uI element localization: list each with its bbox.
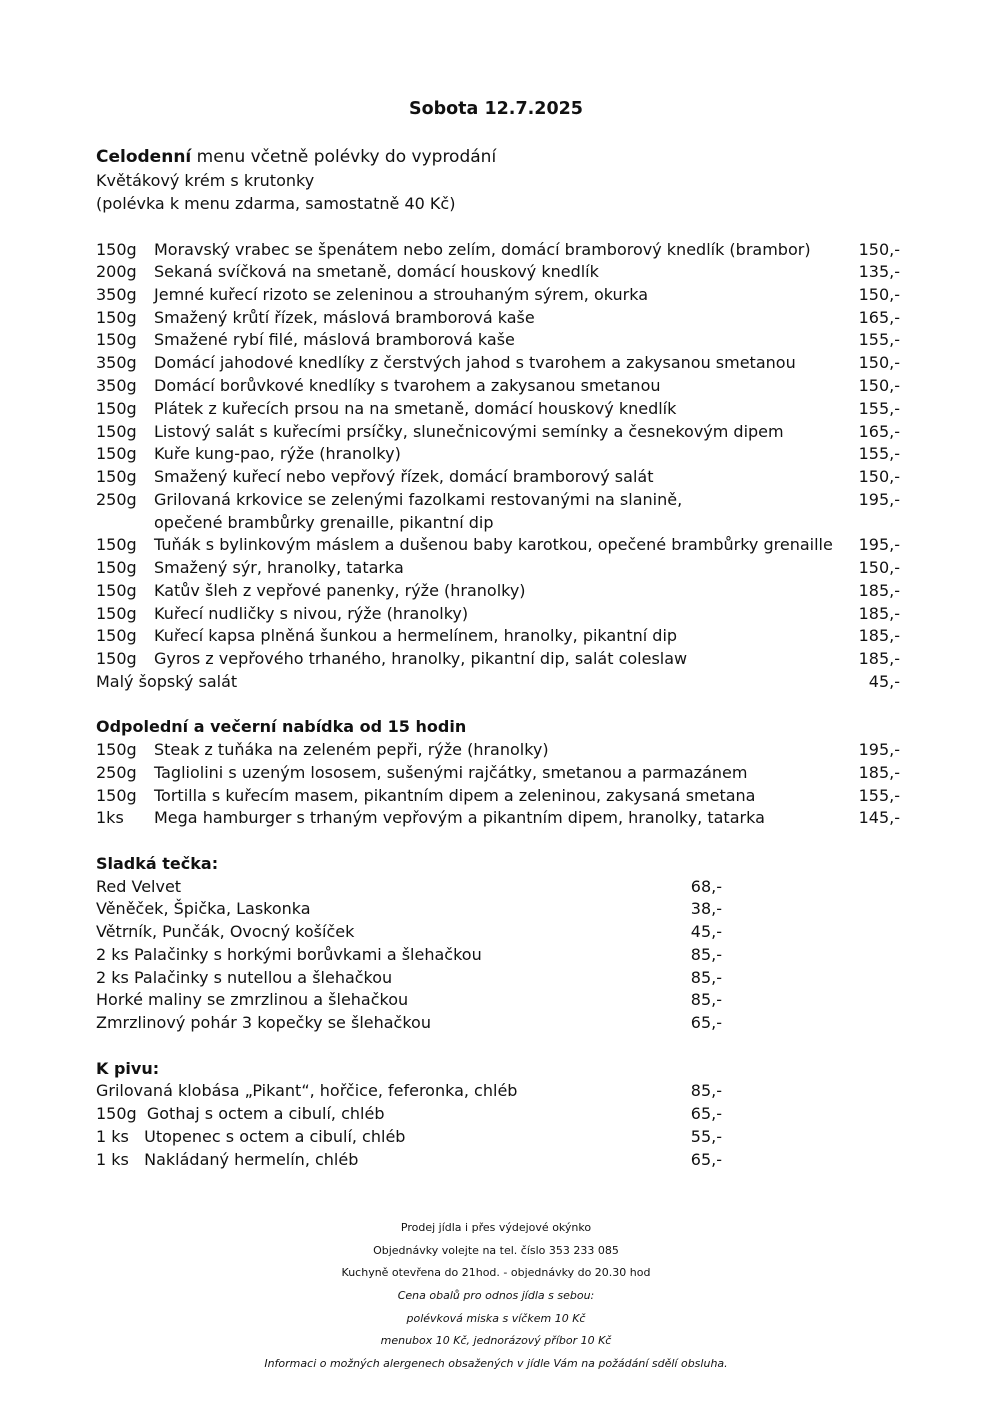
menu-item [96,534,900,556]
item-name: Horké maliny se zmrzlinou a šlehačkou [96,990,409,1009]
beer-item [96,1080,722,1102]
page-title: Sobota 12.7.2025 [409,99,583,119]
item-price: 195,- [858,490,900,509]
item-price: 65,- [690,1150,722,1169]
menu-item [96,603,900,625]
afternoon-item [96,807,900,829]
item-name: Steak z tuňáka na zeleném pepři, rýže (hranolky) [154,740,549,759]
item-name: Katův šleh z vepřové panenky, rýže (hranolky) [154,581,526,600]
menu-item [96,239,900,261]
afternoon-item [96,785,900,807]
item-price: 150,- [858,558,900,577]
footer-line: Kuchyně otevřena do 21hod. - objednávky do 20.30 hod [341,1266,651,1279]
dessert-item [96,1012,722,1034]
menu-item [96,466,900,488]
item-name: Domácí borůvkové knedlíky s tvarohem a zakysanou smetanou [154,376,661,395]
item-name: Tortilla s kuřecím masem, pikantním dipem a zeleninou, zakysaná smetana [154,786,756,805]
item-weight: 150g [96,740,137,759]
item-price: 150,- [858,240,900,259]
item-weight: 1ks [96,808,124,827]
footer-line: menubox 10 Kč, jednorázový příbor 10 Kč [380,1334,612,1347]
item-name: Mega hamburger s trhaným vepřovým a pikantním dipem, hranolky, tatarka [154,808,765,827]
item-name: Sekaná svíčková na smetaně, domácí houskový knedlík [154,262,599,281]
afternoon-item [96,762,900,784]
item-price: 150,- [858,353,900,372]
item-name: Věněček, Špička, Laskonka [96,899,311,918]
item-name: 2 ks Palačinky s nutellou a šlehačkou [96,968,393,987]
item-name: Grilovaná krkovice se zelenými fazolkami restovanými na slanině, [154,490,683,509]
item-weight: 350g [96,285,137,304]
item-price: 65,- [690,1013,722,1032]
item-price: 65,- [690,1104,722,1123]
item-price: 85,- [690,990,722,1009]
item-price: 195,- [858,740,900,759]
item-price: 85,- [690,945,722,964]
item-price: 38,- [690,899,722,918]
afternoon-heading: Odpolední a večerní nabídka od 15 hodin [96,717,467,736]
item-price: 185,- [858,604,900,623]
item-price: 185,- [858,763,900,782]
item-name: Grilovaná klobása „Pikant“, hořčice, feferonka, chléb [96,1081,518,1100]
soup-name: Květákový krém s krutonky [96,171,315,190]
item-price: 155,- [858,444,900,463]
item-price: 68,- [690,877,722,896]
menu-item [96,580,900,602]
item-price: 85,- [690,1081,722,1100]
item-price: 45,- [690,922,722,941]
item-price: 155,- [858,330,900,349]
item-price: 85,- [690,968,722,987]
item-weight: 150g [96,467,137,486]
item-name: Plátek z kuřecích prsou na na smetaně, domácí houskový knedlík [154,399,677,418]
item-price: 185,- [858,581,900,600]
item-name: Red Velvet [96,877,182,896]
item-weight: 150g [96,444,137,463]
item-name: 2 ks Palačinky s horkými borůvkami a šlehačkou [96,945,482,964]
beer-item [96,1149,722,1171]
item-name: Smažené rybí filé, máslová bramborová kaše [154,330,515,349]
item-name: Tagliolini s uzeným lososem, sušenými rajčátky, smetanou a parmazánem [154,763,748,782]
menu-item [96,261,900,283]
daily-menu-heading [96,146,496,168]
menu-item [96,284,900,306]
beer-heading: K pivu: [96,1059,160,1078]
item-price: 55,- [690,1127,722,1146]
dessert-item [96,944,722,966]
item-price: 165,- [858,422,900,441]
item-weight: 150g [96,649,137,668]
item-name: Jemné kuřecí rizoto se zeleninou a strouhaným sýrem, okurka [154,285,649,304]
item-weight: 150g [96,308,137,327]
item-name: Malý šopský salát [96,672,238,691]
small-salad-item [96,671,900,693]
item-price: 195,- [858,535,900,554]
item-weight: 250g [96,763,137,782]
item-price: 185,- [858,649,900,668]
item-weight: 250g [96,490,137,509]
item-weight: 150g [96,604,137,623]
item-name: Větrník, Punčák, Ovocný košíček [96,922,355,941]
menu-item [96,625,900,647]
item-price: 155,- [858,786,900,805]
dessert-item [96,876,722,898]
footer-line: polévková miska s víčkem 10 Kč [406,1312,586,1325]
footer-line: Cena obalů pro odnos jídla s sebou: [397,1289,595,1302]
footer-line: Objednávky volejte na tel. číslo 353 233 085 [373,1244,619,1257]
item-price: 150,- [858,285,900,304]
item-price: 185,- [858,626,900,645]
afternoon-item [96,739,900,761]
menu-item [96,375,900,397]
item-price: 150,- [858,376,900,395]
item-name: opečené brambůrky grenaille, pikantní dip [154,513,494,532]
item-weight: 150g [96,626,137,645]
dessert-item [96,989,722,1011]
item-name: Smažený kuřecí nebo vepřový řízek, domácí bramborový salát [154,467,654,486]
item-price: 155,- [858,399,900,418]
daily-menu-heading-rest: menu včetně polévky do vyprodání [191,147,497,167]
item-name: Kuřecí nudličky s nivou, rýže (hranolky) [154,604,469,623]
item-weight: 350g [96,353,137,372]
menu-item [96,421,900,443]
item-name: Zmrzlinový pohár 3 kopečky se šlehačkou [96,1013,431,1032]
item-weight: 200g [96,262,137,281]
item-price: 145,- [858,808,900,827]
daily-menu-heading-bold: Celodenní [96,147,192,167]
item-name: Listový salát s kuřecími prsíčky, slunečnicovými semínky a česnekovým dipem [154,422,784,441]
item-name: Smažený krůtí řízek, máslová bramborová kaše [154,308,535,327]
dessert-item [96,898,722,920]
item-name: Tuňák s bylinkovým máslem a dušenou baby karotkou, opečené brambůrky grenaille [154,535,833,554]
item-weight: 150g [96,330,137,349]
item-name: Kuřecí kapsa plněná šunkou a hermelínem, hranolky, pikantní dip [154,626,678,645]
item-weight: 150g [96,399,137,418]
item-price: 150,- [858,467,900,486]
item-name: 150g Gothaj s octem a cibulí, chléb [96,1104,385,1123]
item-name: Gyros z vepřového trhaného, hranolky, pikantní dip, salát coleslaw [154,649,688,668]
menu-item [96,489,900,511]
item-price: 135,- [858,262,900,281]
item-weight: 150g [96,581,137,600]
menu-item [96,443,900,465]
item-weight: 150g [96,558,137,577]
item-weight: 150g [96,422,137,441]
menu-item [96,352,900,374]
footer-line: Prodej jídla i přes výdejové okýnko [400,1221,592,1234]
item-weight: 150g [96,240,137,259]
menu-item [96,648,900,670]
menu-item-continuation [96,512,900,534]
item-weight: 150g [96,786,137,805]
item-name: 1 ks Utopenec s octem a cibulí, chléb [96,1127,406,1146]
beer-item [96,1103,722,1125]
dessert-item [96,967,722,989]
beer-item [96,1126,722,1148]
item-weight: 150g [96,535,137,554]
item-price: 165,- [858,308,900,327]
item-name: Moravský vrabec se špenátem nebo zelím, domácí bramborový knedlík (brambor) [154,240,811,259]
menu-item [96,329,900,351]
item-name: 1 ks Nakládaný hermelín, chléb [96,1150,359,1169]
menu-item [96,307,900,329]
item-weight: 350g [96,376,137,395]
allergen-note: Informaci o možných alergenech obsažených v jídle Vám na požádání sdělí obsluha. [264,1357,728,1370]
item-name: Smažený sýr, hranolky, tatarka [154,558,404,577]
item-price: 45,- [868,672,900,691]
soup-note: (polévka k menu zdarma, samostatně 40 Kč) [96,194,456,213]
item-name: Domácí jahodové knedlíky z čerstvých jahod s tvarohem a zakysanou smetanou [154,353,796,372]
menu-item [96,398,900,420]
item-name: Kuře kung-pao, rýže (hranolky) [154,444,401,463]
dessert-item [96,921,722,943]
menu-item [96,557,900,579]
dessert-heading: Sladká tečka: [96,854,219,873]
